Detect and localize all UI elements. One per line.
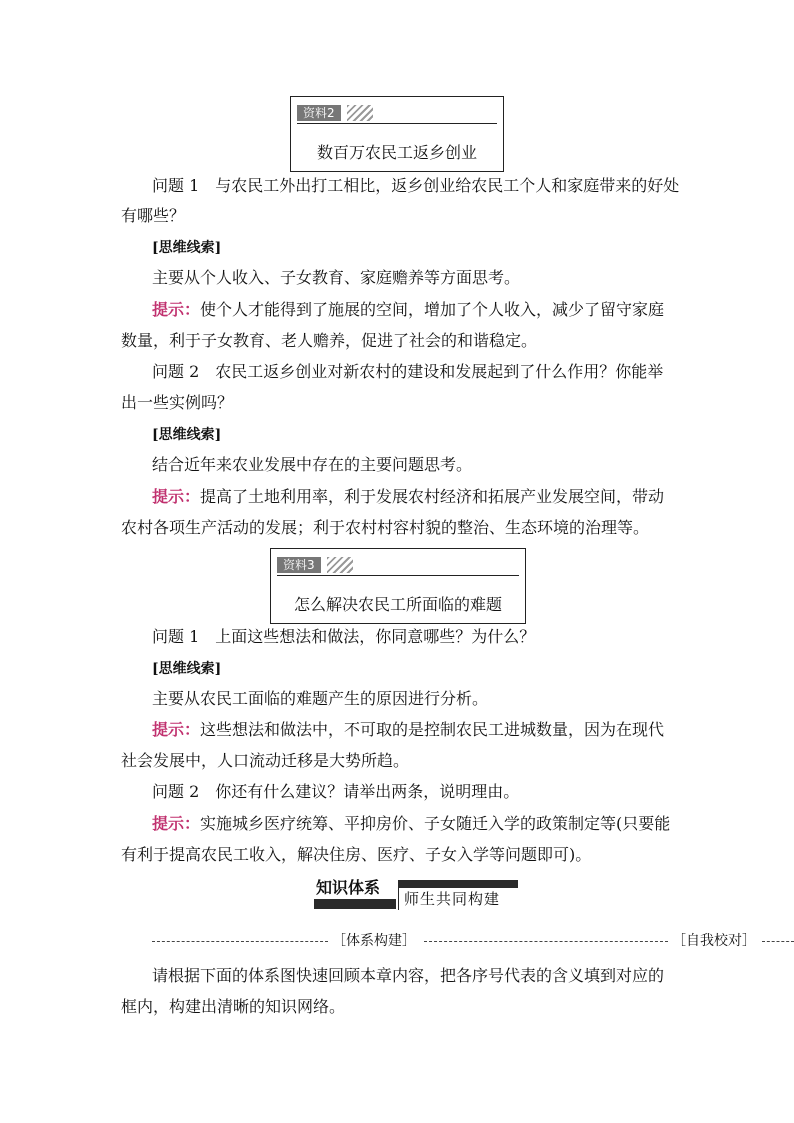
material-header [277, 555, 519, 576]
subtitle-bar-decoration [398, 880, 518, 888]
hint-label: 提示： [152, 720, 201, 739]
material-tag: 资料3 [277, 557, 321, 573]
question-1: 问题 1 上面这些想法和做法，你同意哪些？为什么？ [152, 627, 536, 646]
answer-text: 提高了土地利用率，利于发展农村经济和拓展产业发展空间，带动 [200, 487, 665, 506]
answer-text: 实施城乡医疗统筹、平抑房价、子女随迁入学的政策制定等(只要能 [200, 814, 671, 833]
stripe-decoration-icon [327, 557, 353, 573]
question-2: 问题 2 农民工返乡创业对新农村的建设和发展起到了什么作用？你能举 [152, 362, 664, 381]
answer-1 [152, 300, 664, 320]
closing-line-2: 框内，构建出清晰的知识网络。 [121, 997, 346, 1016]
knowledge-system-header [314, 879, 518, 911]
question-1-cont: 有哪些？ [121, 206, 186, 225]
clue-label: [思维线索] [152, 240, 222, 256]
hint-label: 提示： [152, 487, 201, 506]
clue-text: 结合近年来农业发展中存在的主要问题思考。 [152, 455, 473, 474]
material-box-2 [290, 96, 504, 172]
section-label-check: ［自我校对］ [672, 933, 756, 949]
hint-label: 提示： [152, 300, 201, 319]
answer-2-cont: 农村各项生产活动的发展；利于农村村容村貌的整治、生态环境的治理等。 [121, 518, 650, 537]
divider [398, 880, 399, 910]
clue-text: 主要从农民工面临的难题产生的原因进行分析。 [152, 689, 489, 708]
answer-2 [152, 487, 664, 507]
material-title: 怎么解决农民工所面临的难题 [293, 595, 502, 614]
knowledge-subtitle: 师生共同构建 [404, 890, 501, 908]
material-tag: 资料2 [297, 105, 341, 121]
material-header [297, 103, 497, 124]
knowledge-title-block [314, 879, 396, 911]
knowledge-subtitle-block [398, 879, 518, 911]
title-bar-decoration [314, 899, 396, 909]
material-title: 数百万农民工返乡创业 [316, 143, 477, 162]
dashed-divider [152, 941, 328, 942]
clue-text: 主要从个人收入、子女教育、家庭赡养等方面思考。 [152, 268, 521, 287]
section-label-build: ［体系构建］ [332, 933, 416, 949]
answer-text: 这些想法和做法中，不可取的是控制农民工进城数量，因为在现代 [200, 720, 665, 739]
material-box-3 [270, 548, 526, 624]
closing-line-1: 请根据下面的体系图快速回顾本章内容，把各序号代表的含义填到对应的 [152, 966, 665, 985]
hint-label: 提示： [152, 814, 201, 833]
question-1: 问题 1 与农民工外出打工相比，返乡创业给农民工个人和家庭带来的好处 [152, 176, 680, 195]
dashed-divider [424, 941, 668, 942]
answer-2 [152, 814, 670, 834]
answer-text: 使个人才能得到了施展的空间，增加了个人收入，减少了留守家庭 [200, 300, 665, 319]
answer-1 [152, 720, 664, 740]
answer-1-cont: 社会发展中，人口流动迁移是大势所趋。 [121, 751, 410, 770]
dashed-divider [762, 941, 794, 942]
question-2-cont: 出一些实例吗？ [121, 393, 234, 412]
clue-label: [思维线索] [152, 427, 222, 443]
question-2: 问题 2 你还有什么建议？请举出两条，说明理由。 [152, 782, 520, 801]
clue-label: [思维线索] [152, 661, 222, 677]
answer-2-cont: 有利于提高农民工收入，解决住房、医疗、子女入学等问题即可)。 [121, 845, 592, 864]
stripe-decoration-icon [347, 105, 373, 121]
answer-1-cont: 数量，利于子女教育、老人赡养，促进了社会的和谐稳定。 [121, 331, 538, 350]
knowledge-title: 知识体系 [316, 878, 381, 897]
